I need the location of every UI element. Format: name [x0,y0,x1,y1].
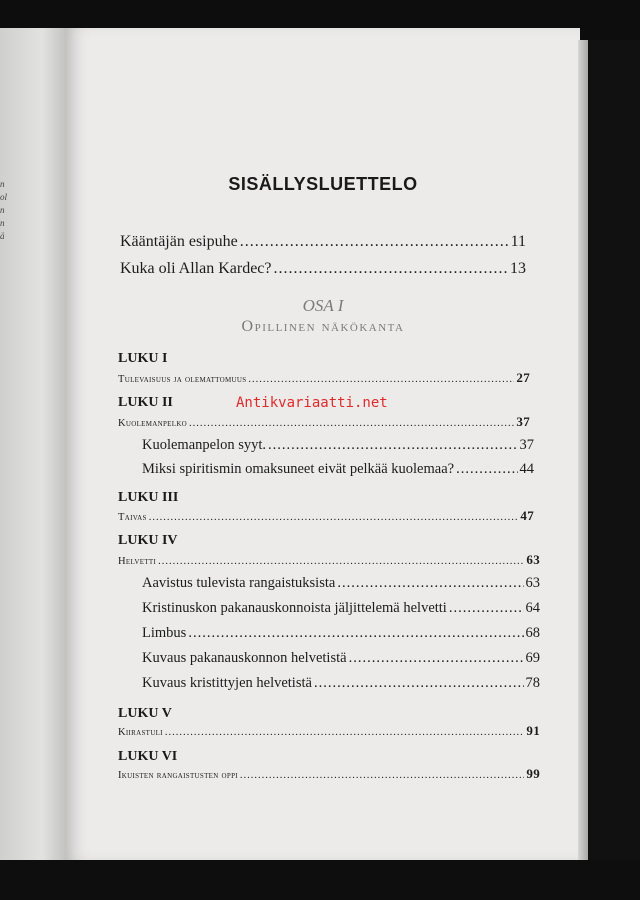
dot-leader [456,461,517,478]
toc-subentry-page: 69 [525,650,540,666]
chapter-title: Kiirastuli [118,727,163,738]
left-page-line: n [0,179,5,189]
left-page-line: ä [0,231,5,241]
toc-entry-page: 11 [510,233,526,250]
dot-leader [165,727,525,738]
toc-title: SISÄLLYSLUETTELO [228,174,418,194]
chapter-entry [118,766,540,782]
chapter-number: LUKU II [118,395,173,410]
dot-leader [149,512,519,523]
chapter-page: 47 [520,508,534,523]
toc-subentry-page: 64 [525,600,540,616]
dot-leader [188,625,523,642]
dot-leader [349,650,524,667]
chapter-title: Kuolemanpelko [118,418,188,429]
toc-subentry-label: Kuvaus kristittyjen helvetistä [142,675,312,691]
toc-subentry-label: Kuvaus pakanauskonnon helvetistä [142,650,347,666]
toc-subentry [142,625,540,642]
toc-subentry-page: 63 [525,575,540,591]
dot-leader [248,374,514,385]
chapter-title: Tulevaisuus ja olemattomuus [118,374,247,385]
chapter-entry [118,552,540,568]
chapter-number: LUKU VI [118,749,178,764]
chapter-entry [118,370,530,386]
toc-subentry [142,600,540,617]
toc-subentry [142,575,540,592]
chapter-number: LUKU V [118,706,172,721]
dot-leader [240,770,524,781]
left-page-line: n [0,218,5,228]
background-bottom [0,860,640,900]
left-page [0,28,70,888]
toc-subentry [142,650,540,667]
page-edge [578,40,588,860]
chapter-number: LUKU IV [118,533,178,548]
toc-subentry-page: 68 [525,625,540,641]
toc-subentry-label: Kuolemanpelon syyt. [142,437,267,453]
watermark: Antikvariaatti.net [236,395,388,411]
left-page-line: ol [0,192,8,202]
dot-leader [158,556,524,567]
chapter-entry [118,508,534,524]
toc-entry [120,260,526,278]
dot-leader [240,233,509,251]
dot-leader [337,575,523,592]
chapter-title: Ikuisten rangaistusten oppi [118,770,238,781]
toc-subentry-label: Aavistus tulevista rangaistuksista [142,575,336,591]
left-page-text [0,178,8,243]
chapter-page: 91 [526,723,540,738]
toc-subentry-label: Miksi spiritismin omaksuneet eivät pelkää kuolemaa? [142,461,455,477]
left-page-line: n [0,205,5,215]
chapter-entry [118,723,540,739]
toc-subentry [142,437,534,454]
chapter-page: 99 [526,766,540,781]
chapter-title: Helvetti [118,556,157,567]
toc-subentry-page: 78 [525,675,540,691]
chapter-number: LUKU III [118,490,179,505]
toc-subentry-page: 44 [519,461,534,477]
chapter-title: Taivas [118,512,147,523]
part-label: OSA I [302,296,344,315]
dot-leader [449,600,524,617]
toc-subentry [142,675,540,692]
dot-leader [274,260,509,278]
chapter-page: 37 [516,414,530,429]
toc-entry-page: 13 [510,260,526,277]
part-subtitle: Opillinen näkökanta [241,318,405,335]
dot-leader [314,675,524,692]
chapter-page: 63 [526,552,540,567]
toc-subentry [142,461,534,478]
chapter-page: 27 [516,370,530,385]
toc-subentry-label: Limbus [142,625,187,641]
dot-leader [189,418,514,429]
toc-subentry-page: 37 [519,437,534,453]
toc-subentry-label: Kristinuskon pakanauskonnoista jäljittelemä helvetti [142,600,447,616]
chapter-number: LUKU I [118,351,168,366]
toc-entry [120,233,526,251]
toc-entry-label: Kuka oli Allan Kardec? [120,260,272,277]
chapter-entry [118,414,530,430]
dot-leader [268,437,517,454]
toc-entry-label: Kääntäjän esipuhe [120,233,238,250]
